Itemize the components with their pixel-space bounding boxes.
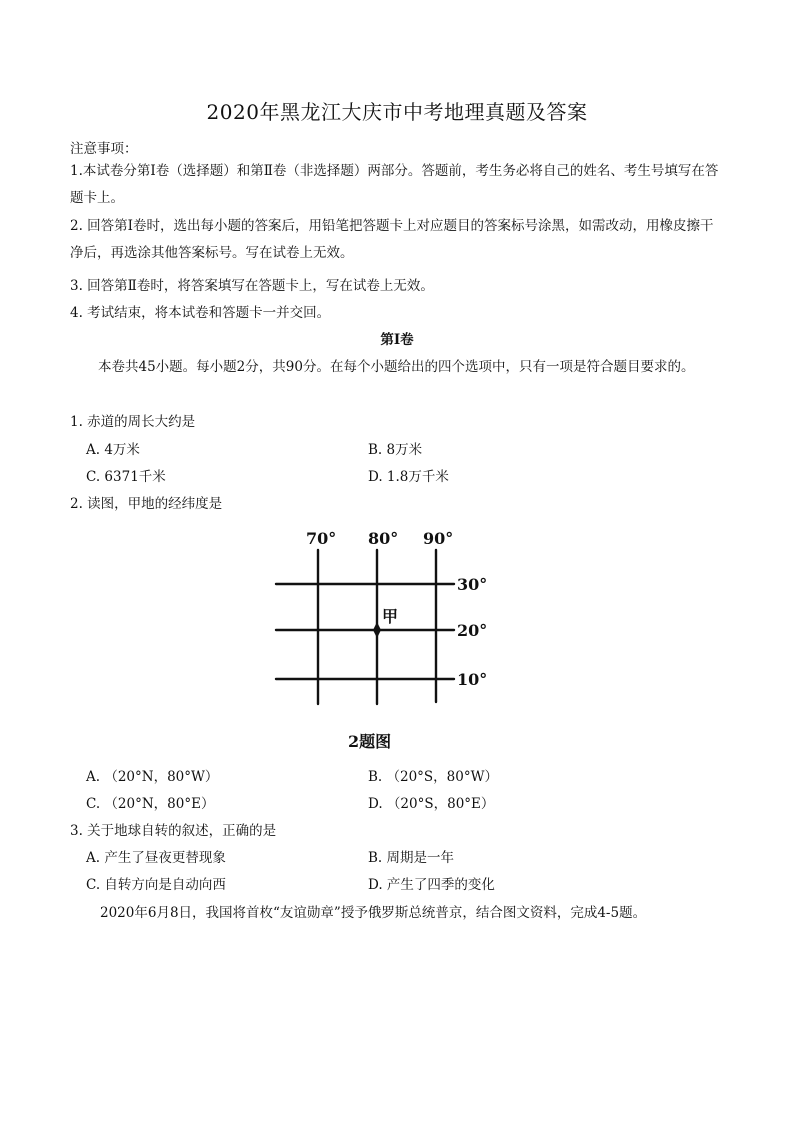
question-1-option-c: C. 6371千米 bbox=[86, 469, 166, 485]
latitude-label-10: 10° bbox=[457, 670, 488, 689]
section-intro: 本卷共45小题。每小题2分，共90分。在每个小题给出的四个选项中，只有一项是符合题目要求的。 bbox=[98, 359, 695, 375]
question-3-option-a: A. 产生了昼夜更替现象 bbox=[86, 850, 226, 866]
lat-long-grid-figure bbox=[270, 522, 500, 754]
latitude-label-30: 30° bbox=[457, 575, 488, 594]
question-1-option-b: B. 8万米 bbox=[368, 442, 423, 458]
question-3-stem: 3. 关于地球自转的叙述，正确的是 bbox=[70, 823, 277, 839]
question-1-option-d: D. 1.8万千米 bbox=[368, 469, 449, 485]
section-title: 第Ⅰ卷 bbox=[380, 332, 414, 348]
notice-item-2: 2. 回答第Ⅰ卷时，选出每小题的答案后，用铅笔把答题卡上对应题目的答案标号涂黑，如需改动，用橡皮擦干净后，再选涂其他答案标号。写在试卷上无效。 bbox=[70, 218, 714, 261]
figure-caption: 2题图 bbox=[348, 732, 392, 751]
longitude-label-90: 90° bbox=[423, 529, 454, 548]
page-title: 2020年黑龙江大庆市中考地理真题及答案 bbox=[206, 100, 588, 124]
notice-item-4: 4. 考试结束，将本试卷和答题卡一并交回。 bbox=[70, 305, 331, 321]
question-1-stem: 1. 赤道的周长大约是 bbox=[70, 414, 196, 430]
longitude-label-70: 70° bbox=[306, 529, 337, 548]
question-2-option-b: B. （20°S，80°W） bbox=[368, 769, 498, 785]
notice-heading: 注意事项： bbox=[70, 141, 138, 157]
notice-item-1: 1.本试卷分第Ⅰ卷（选择题）和第Ⅱ卷（非选择题）两部分。答题前，考生务必将自己的姓名、考生号填写在答题卡上。 bbox=[70, 163, 719, 206]
question-2-option-a: A. （20°N，80°W） bbox=[86, 769, 219, 785]
question-2-option-c: C. （20°N，80°E） bbox=[86, 796, 215, 812]
lat-long-grid-svg bbox=[270, 522, 500, 754]
passage-text: 2020年6月8日，我国将首枚“友谊勋章”授予俄罗斯总统普京，结合图文资料，完成4-5题。 bbox=[100, 905, 647, 921]
longitude-label-80: 80° bbox=[368, 529, 399, 548]
question-2-option-d: D. （20°S，80°E） bbox=[368, 796, 495, 812]
question-1-option-a: A. 4万米 bbox=[86, 442, 140, 458]
latitude-label-20: 20° bbox=[457, 621, 488, 640]
question-3-option-d: D. 产生了四季的变化 bbox=[368, 877, 495, 893]
point-jia-label: 甲 bbox=[382, 607, 399, 626]
notice-item-3: 3. 回答第Ⅱ卷时，将答案填写在答题卡上，写在试卷上无效。 bbox=[70, 278, 434, 294]
point-jia-marker bbox=[373, 622, 381, 638]
question-2-stem: 2. 读图，甲地的经纬度是 bbox=[70, 496, 223, 512]
question-3-option-c: C. 自转方向是自动向西 bbox=[86, 877, 226, 893]
question-3-option-b: B. 周期是一年 bbox=[368, 850, 455, 866]
